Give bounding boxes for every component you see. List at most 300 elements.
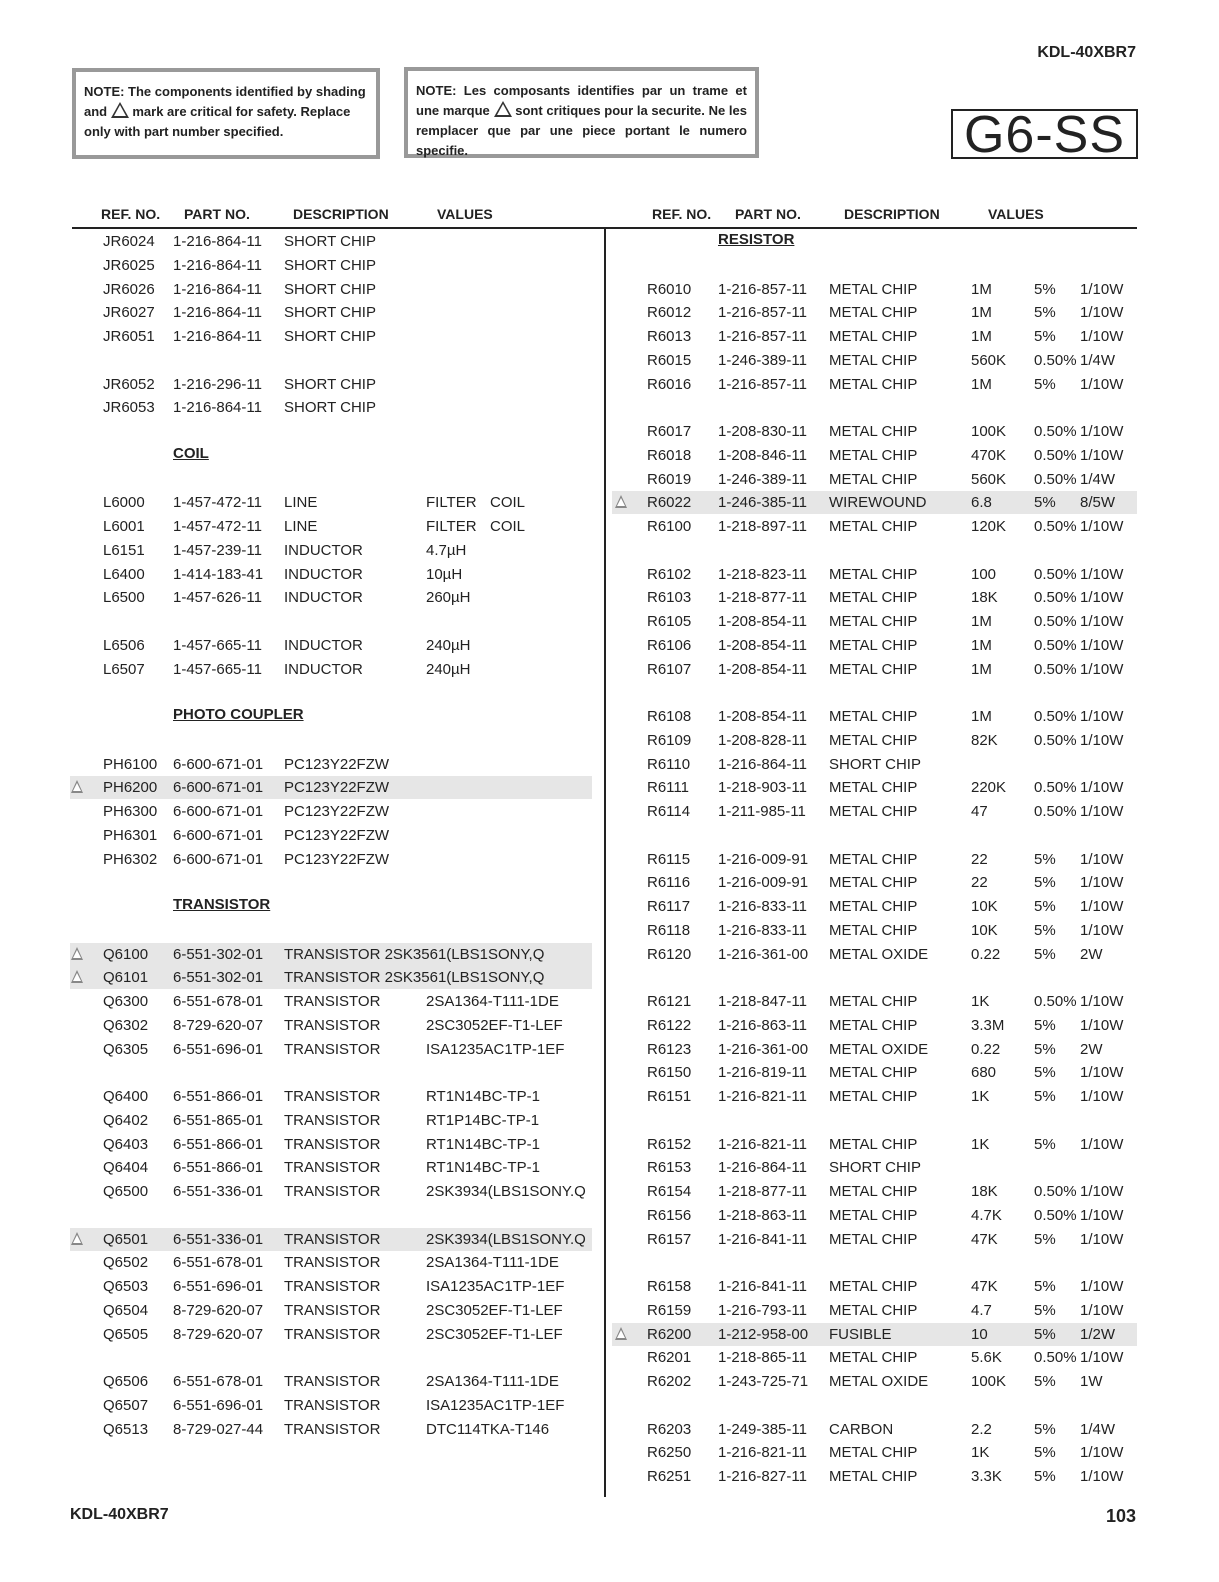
- ref-cell: R6151: [647, 1088, 692, 1105]
- value-cell: 10µH: [426, 566, 463, 583]
- description-cell: SHORT CHIP: [284, 399, 376, 416]
- ref-cell: JR6025: [103, 257, 155, 274]
- value-cell: 1M: [971, 281, 992, 298]
- ref-cell: R6159: [647, 1302, 692, 1319]
- note-text-en-2: mark are critical for safety. Replace only with part number specified.: [84, 104, 351, 139]
- description-cell: METAL CHIP: [829, 898, 918, 915]
- table-row: [70, 1085, 592, 1108]
- table-row: [70, 1133, 592, 1156]
- description-cell: INDUCTOR: [284, 542, 363, 559]
- part-cell: 1-216-864-11: [173, 281, 262, 298]
- part-cell: 1-216-361-00: [718, 1041, 809, 1058]
- rating-cell: 1/10W: [1080, 447, 1124, 464]
- table-row: [612, 1156, 1137, 1179]
- part-cell: 6-551-866-01: [173, 1159, 264, 1176]
- value-cell: 2SC3052EF-T1-LEF: [426, 1017, 563, 1034]
- rating-cell: 1/4W: [1080, 352, 1116, 369]
- value-cell: DTC114TKA-T146: [426, 1421, 550, 1438]
- rating-cell: 1/10W: [1080, 304, 1124, 321]
- value-cell: 10: [971, 1326, 988, 1343]
- part-cell: 6-551-865-01: [173, 1112, 264, 1129]
- part-cell: 6-551-866-01: [173, 1088, 264, 1105]
- table-row: [612, 1299, 1137, 1322]
- part-cell: 8-729-027-44: [173, 1421, 264, 1438]
- ref-cell: R6121: [647, 993, 692, 1010]
- ref-cell: Q6507: [103, 1397, 149, 1414]
- ref-cell: R6251: [647, 1468, 692, 1485]
- safety-warning-icon: [71, 947, 83, 960]
- part-cell: 1-216-821-11: [718, 1136, 807, 1153]
- value-cell: RT1N14BC-TP-1: [426, 1159, 540, 1176]
- table-row: [70, 990, 592, 1013]
- table-row: [70, 586, 592, 609]
- part-cell: 6-551-678-01: [173, 1373, 264, 1390]
- value-cell: 2SK3934(LBS1SONY.Q: [426, 1183, 586, 1200]
- description-cell: SHORT CHIP: [284, 233, 376, 250]
- ref-cell: R6013: [647, 328, 692, 345]
- description-cell: TRANSISTOR: [284, 1159, 381, 1176]
- part-cell: 1-216-864-11: [718, 1159, 807, 1176]
- tolerance-cell: 5%: [1034, 376, 1056, 393]
- ref-cell: Q6513: [103, 1421, 149, 1438]
- table-row: [70, 800, 592, 823]
- description-cell: WIREWOUND: [829, 494, 927, 511]
- table-row: [612, 895, 1137, 918]
- ref-cell: R6202: [647, 1373, 692, 1390]
- rating-cell: 1/10W: [1080, 803, 1124, 820]
- value-cell: RT1N14BC-TP-1: [426, 1088, 540, 1105]
- rating-cell: 1/10W: [1080, 1278, 1124, 1295]
- part-cell: 1-216-864-11: [173, 328, 262, 345]
- description-cell: INDUCTOR: [284, 637, 363, 654]
- part-cell: 1-211-985-11: [718, 803, 806, 820]
- part-cell: 1-216-864-11: [173, 304, 262, 321]
- part-cell: 1-208-854-11: [718, 708, 807, 725]
- ref-cell: Q6502: [103, 1254, 149, 1271]
- table-row: [612, 1370, 1137, 1393]
- table-row: [612, 491, 1137, 514]
- table-row: [612, 800, 1137, 823]
- rating-cell: 1/10W: [1080, 1017, 1124, 1034]
- description-cell: CARBON: [829, 1421, 894, 1438]
- description-cell: SHORT CHIP: [829, 756, 921, 773]
- part-cell: 1-216-857-11: [718, 304, 807, 321]
- description-cell: METAL CHIP: [829, 281, 918, 298]
- part-cell: 1-218-903-11: [718, 779, 807, 796]
- note-text-fr-2: sont critiques pour la securite. Ne les remplacer que par une piece portant le numero specifie.: [416, 103, 747, 158]
- ref-cell: R6106: [647, 637, 692, 654]
- ref-cell: R6015: [647, 352, 692, 369]
- tolerance-cell: 0.50%: [1034, 471, 1077, 488]
- value-cell: 0.22: [971, 946, 1001, 963]
- value-cell: 1K: [971, 1136, 990, 1153]
- description-cell: TRANSISTOR: [284, 1041, 381, 1058]
- rating-cell: 1/10W: [1080, 1349, 1124, 1366]
- ref-cell: R6012: [647, 304, 692, 321]
- ref-cell: R6107: [647, 661, 692, 678]
- value-cell: 10K: [971, 922, 998, 939]
- table-row: [612, 1133, 1137, 1156]
- ref-cell: R6105: [647, 613, 692, 630]
- tolerance-cell: 5%: [1034, 898, 1056, 915]
- ref-cell: L6506: [103, 637, 145, 654]
- rating-cell: 2W: [1080, 946, 1103, 963]
- table-row: [70, 278, 592, 301]
- table-row: [612, 301, 1137, 324]
- description-cell: METAL CHIP: [829, 1136, 918, 1153]
- description-cell: TRANSISTOR: [284, 1112, 381, 1129]
- tolerance-cell: 5%: [1034, 1444, 1056, 1461]
- note-text-en-1: NOTE: The components identified by shading and: [84, 84, 366, 119]
- model-header: KDL-40XBR7: [1037, 44, 1136, 61]
- description-cell: TRANSISTOR: [284, 1302, 381, 1319]
- rating-cell: 1/2W: [1080, 1326, 1116, 1343]
- table-row: [70, 1299, 592, 1322]
- col-header-part: PART NO.: [735, 206, 801, 222]
- tolerance-cell: 0.50%: [1034, 1207, 1077, 1224]
- ref-cell: R6116: [647, 874, 691, 891]
- rating-cell: 1/10W: [1080, 328, 1124, 345]
- part-cell: 8-729-620-07: [173, 1302, 264, 1319]
- tolerance-cell: 5%: [1034, 1064, 1056, 1081]
- part-cell: 6-551-336-01: [173, 1231, 264, 1248]
- description-cell: TRANSISTOR: [284, 1088, 381, 1105]
- tolerance-cell: 0.50%: [1034, 447, 1077, 464]
- tolerance-cell: 5%: [1034, 874, 1056, 891]
- table-row: [612, 1085, 1137, 1108]
- value-cell: 3.3K: [971, 1468, 1002, 1485]
- ref-cell: R6201: [647, 1349, 692, 1366]
- ref-cell: Q6504: [103, 1302, 149, 1319]
- part-cell: 6-551-866-01: [173, 1136, 264, 1153]
- table-row: [612, 990, 1137, 1013]
- part-cell: 1-216-361-00: [718, 946, 809, 963]
- part-cell: 1-216-833-11: [718, 898, 807, 915]
- description-cell: TRANSISTOR: [284, 1278, 381, 1295]
- ref-cell: Q6501: [103, 1231, 149, 1248]
- ref-cell: Q6403: [103, 1136, 149, 1153]
- table-row: [70, 658, 592, 681]
- ref-cell: PH6302: [103, 851, 158, 868]
- tolerance-cell: 5%: [1034, 304, 1056, 321]
- description-cell: METAL CHIP: [829, 1444, 918, 1461]
- value-cell: 560K: [971, 352, 1007, 369]
- part-cell: 1-218-877-11: [718, 1183, 807, 1200]
- value-cell: 22: [971, 874, 988, 891]
- rating-cell: 1/10W: [1080, 1302, 1124, 1319]
- tolerance-cell: 5%: [1034, 922, 1056, 939]
- table-row: [70, 848, 592, 871]
- tolerance-cell: 0.50%: [1034, 779, 1077, 796]
- description-cell: TRANSISTOR 2SK3561(LBS1SONY,Q: [284, 969, 545, 986]
- value-cell: 1M: [971, 661, 992, 678]
- part-cell: 1-246-385-11: [718, 494, 807, 511]
- value-cell: 1M: [971, 304, 992, 321]
- description-cell: TRANSISTOR 2SK3561(LBS1SONY,Q: [284, 946, 545, 963]
- value-cell: 1M: [971, 637, 992, 654]
- description-cell: METAL CHIP: [829, 851, 918, 868]
- description-cell: TRANSISTOR: [284, 1254, 381, 1271]
- description-cell: TRANSISTOR: [284, 1183, 381, 1200]
- part-cell: 1-216-864-11: [718, 756, 807, 773]
- ref-cell: Q6305: [103, 1041, 149, 1058]
- description-cell: INDUCTOR: [284, 589, 363, 606]
- description-cell: METAL CHIP: [829, 518, 918, 535]
- table-row: [612, 468, 1137, 491]
- rating-cell: 1/10W: [1080, 1444, 1124, 1461]
- rating-cell: 1W: [1080, 1373, 1103, 1390]
- rating-cell: 1/10W: [1080, 1136, 1124, 1153]
- value-cell: 1M: [971, 328, 992, 345]
- value-cell: 100K: [971, 423, 1007, 440]
- safety-warning-icon: [615, 495, 627, 508]
- value-cell: 18K: [971, 1183, 998, 1200]
- table-row: [612, 705, 1137, 728]
- rating-cell: 1/10W: [1080, 993, 1124, 1010]
- table-row: [612, 1014, 1137, 1037]
- table-row: [612, 658, 1137, 681]
- table-row: [612, 444, 1137, 467]
- value-cell: 470K: [971, 447, 1007, 464]
- part-cell: 6-600-671-01: [173, 756, 264, 773]
- part-cell: 6-551-696-01: [173, 1397, 264, 1414]
- description-cell: METAL CHIP: [829, 1349, 918, 1366]
- part-cell: 1-208-828-11: [718, 732, 807, 749]
- rating-cell: 1/10W: [1080, 1207, 1124, 1224]
- tolerance-cell: 0.50%: [1034, 1183, 1077, 1200]
- part-cell: 1-216-841-11: [718, 1231, 807, 1248]
- table-row: [70, 1038, 592, 1061]
- ref-cell: R6117: [647, 898, 691, 915]
- rating-cell: 1/10W: [1080, 376, 1124, 393]
- section-heading: PHOTO COUPLER: [173, 706, 304, 723]
- table-row: [612, 871, 1137, 894]
- safety-warning-icon: [615, 1327, 627, 1340]
- part-cell: 1-216-793-11: [718, 1302, 807, 1319]
- rating-cell: 1/10W: [1080, 661, 1124, 678]
- part-cell: 1-216-009-91: [718, 851, 809, 868]
- model-footer: KDL-40XBR7: [70, 1506, 169, 1523]
- ref-cell: R6157: [647, 1231, 692, 1248]
- description-cell: METAL CHIP: [829, 328, 918, 345]
- tolerance-cell: 0.50%: [1034, 566, 1077, 583]
- table-row: [612, 1038, 1137, 1061]
- part-cell: 1-457-665-11: [173, 637, 262, 654]
- table-row: [612, 1346, 1137, 1369]
- table-row: [612, 1465, 1137, 1488]
- part-cell: 1-246-389-11: [718, 471, 807, 488]
- part-cell: 6-551-678-01: [173, 993, 264, 1010]
- value-cell: 240µH: [426, 637, 471, 654]
- ref-cell: R6115: [647, 851, 691, 868]
- description-cell: METAL OXIDE: [829, 1373, 929, 1390]
- table-row: [70, 1370, 592, 1393]
- part-cell: 6-551-302-01: [173, 969, 264, 986]
- table-row: [70, 1109, 592, 1132]
- part-cell: 1-216-864-11: [173, 233, 262, 250]
- part-cell: 1-457-665-11: [173, 661, 262, 678]
- ref-cell: Q6402: [103, 1112, 149, 1129]
- tolerance-cell: 0.50%: [1034, 708, 1077, 725]
- description-cell: TRANSISTOR: [284, 993, 381, 1010]
- part-cell: 1-216-857-11: [718, 376, 807, 393]
- part-cell: 1-218-823-11: [718, 566, 807, 583]
- part-cell: 1-218-877-11: [718, 589, 807, 606]
- value-cell: 2SA1364-T111-1DE: [426, 1254, 559, 1271]
- table-row: [612, 753, 1137, 776]
- description-cell: METAL CHIP: [829, 1064, 918, 1081]
- table-row: [612, 325, 1137, 348]
- description-cell: METAL CHIP: [829, 1278, 918, 1295]
- table-row: [612, 848, 1137, 871]
- part-cell: 1-246-389-11: [718, 352, 807, 369]
- part-cell: 1-457-626-11: [173, 589, 262, 606]
- tolerance-cell: 0.50%: [1034, 589, 1077, 606]
- table-row: [70, 1251, 592, 1274]
- description-cell: METAL CHIP: [829, 874, 918, 891]
- tolerance-cell: 5%: [1034, 1468, 1056, 1485]
- description-cell: METAL CHIP: [829, 1088, 918, 1105]
- part-cell: 6-551-678-01: [173, 1254, 264, 1271]
- ref-cell: L6400: [103, 566, 145, 583]
- tolerance-cell: 0.50%: [1034, 518, 1077, 535]
- part-cell: 1-249-385-11: [718, 1421, 807, 1438]
- table-row: [70, 1275, 592, 1298]
- ref-cell: Q6300: [103, 993, 149, 1010]
- ref-cell: R6010: [647, 281, 692, 298]
- description-cell: TRANSISTOR: [284, 1421, 381, 1438]
- table-row: [70, 230, 592, 253]
- description-cell: TRANSISTOR: [284, 1136, 381, 1153]
- ref-cell: R6110: [647, 756, 691, 773]
- value-cell: 22: [971, 851, 988, 868]
- header-rule-left: [72, 227, 605, 229]
- table-row: [612, 610, 1137, 633]
- value-cell: ISA1235AC1TP-1EF: [426, 1041, 565, 1058]
- tolerance-cell: 5%: [1034, 1421, 1056, 1438]
- value-cell: 0.22: [971, 1041, 1001, 1058]
- rating-cell: 1/10W: [1080, 851, 1124, 868]
- table-row: [612, 1228, 1137, 1251]
- table-row: [70, 301, 592, 324]
- warning-triangle-icon: [111, 102, 129, 118]
- ref-cell: L6500: [103, 589, 145, 606]
- section-heading: TRANSISTOR: [173, 896, 271, 913]
- ref-cell: R6111: [647, 779, 689, 796]
- table-row: [612, 634, 1137, 657]
- value-cell: 2SA1364-T111-1DE: [426, 1373, 559, 1390]
- value-cell: 10K: [971, 898, 998, 915]
- value-cell: 1K: [971, 1088, 990, 1105]
- description-cell: PC123Y22FZW: [284, 827, 390, 844]
- rating-cell: 1/10W: [1080, 637, 1124, 654]
- ref-cell: R6158: [647, 1278, 692, 1295]
- table-row: [70, 373, 592, 396]
- part-cell: 6-551-696-01: [173, 1041, 264, 1058]
- tolerance-cell: 0.50%: [1034, 732, 1077, 749]
- value-cell: 260µH: [426, 589, 471, 606]
- tolerance-cell: 5%: [1034, 1136, 1056, 1153]
- value-cell: 240µH: [426, 661, 471, 678]
- description-cell: LINE: [284, 518, 318, 535]
- table-row: [612, 1441, 1137, 1464]
- ref-cell: Q6505: [103, 1326, 149, 1343]
- description-cell: SHORT CHIP: [829, 1159, 921, 1176]
- value-cell: 2SC3052EF-T1-LEF: [426, 1326, 563, 1343]
- description-cell: METAL CHIP: [829, 637, 918, 654]
- ref-cell: Q6101: [103, 969, 149, 986]
- ref-cell: R6019: [647, 471, 692, 488]
- col-header-desc: DESCRIPTION: [293, 206, 389, 222]
- ref-cell: R6114: [647, 803, 691, 820]
- description-cell: METAL CHIP: [829, 423, 918, 440]
- rating-cell: 1/10W: [1080, 423, 1124, 440]
- rating-cell: 1/10W: [1080, 922, 1124, 939]
- value-cell: 1M: [971, 376, 992, 393]
- description-cell: METAL CHIP: [829, 779, 918, 796]
- part-cell: 1-208-830-11: [718, 423, 807, 440]
- safety-warning-icon: [71, 780, 83, 793]
- rating-cell: 1/10W: [1080, 566, 1124, 583]
- rating-cell: 1/10W: [1080, 874, 1124, 891]
- table-row: [612, 373, 1137, 396]
- ref-cell: R6123: [647, 1041, 692, 1058]
- value-cell: 1M: [971, 613, 992, 630]
- tolerance-cell: 5%: [1034, 1017, 1056, 1034]
- value-cell: 82K: [971, 732, 998, 749]
- ref-cell: R6118: [647, 922, 691, 939]
- table-row: [612, 1204, 1137, 1227]
- description-cell: METAL CHIP: [829, 589, 918, 606]
- part-cell: 1-208-854-11: [718, 613, 807, 630]
- part-cell: 1-457-472-11: [173, 494, 262, 511]
- tolerance-cell: 0.50%: [1034, 803, 1077, 820]
- description-cell: PC123Y22FZW: [284, 803, 390, 820]
- description-cell: PC123Y22FZW: [284, 851, 390, 868]
- rating-cell: 1/10W: [1080, 281, 1124, 298]
- ref-cell: R6017: [647, 423, 692, 440]
- description-cell: TRANSISTOR: [284, 1326, 381, 1343]
- ref-cell: R6109: [647, 732, 692, 749]
- rating-cell: 1/10W: [1080, 1064, 1124, 1081]
- rating-cell: 1/10W: [1080, 732, 1124, 749]
- part-cell: 1-218-863-11: [718, 1207, 807, 1224]
- rating-cell: 1/4W: [1080, 471, 1116, 488]
- ref-cell: Q6506: [103, 1373, 149, 1390]
- table-row: [70, 943, 592, 966]
- safety-note-french: [404, 67, 759, 158]
- part-cell: 6-600-671-01: [173, 827, 264, 844]
- ref-cell: R6022: [647, 494, 692, 511]
- tolerance-cell: 0.50%: [1034, 423, 1077, 440]
- tolerance-cell: 5%: [1034, 1041, 1056, 1058]
- value-cell: ISA1235AC1TP-1EF: [426, 1397, 565, 1414]
- value-cell: 2.2: [971, 1421, 992, 1438]
- part-cell: 1-216-841-11: [718, 1278, 807, 1295]
- table-row: [70, 254, 592, 277]
- part-cell: 8-729-620-07: [173, 1017, 264, 1034]
- value-cell: 4.7K: [971, 1207, 1002, 1224]
- ref-cell: PH6100: [103, 756, 158, 773]
- tolerance-cell: 5%: [1034, 1088, 1056, 1105]
- table-row: [70, 753, 592, 776]
- description-cell: INDUCTOR: [284, 566, 363, 583]
- ref-cell: R6152: [647, 1136, 692, 1153]
- ref-cell: PH6300: [103, 803, 158, 820]
- value-cell: FILTER: [426, 518, 477, 535]
- description-cell: METAL CHIP: [829, 1207, 918, 1224]
- description-cell: METAL CHIP: [829, 304, 918, 321]
